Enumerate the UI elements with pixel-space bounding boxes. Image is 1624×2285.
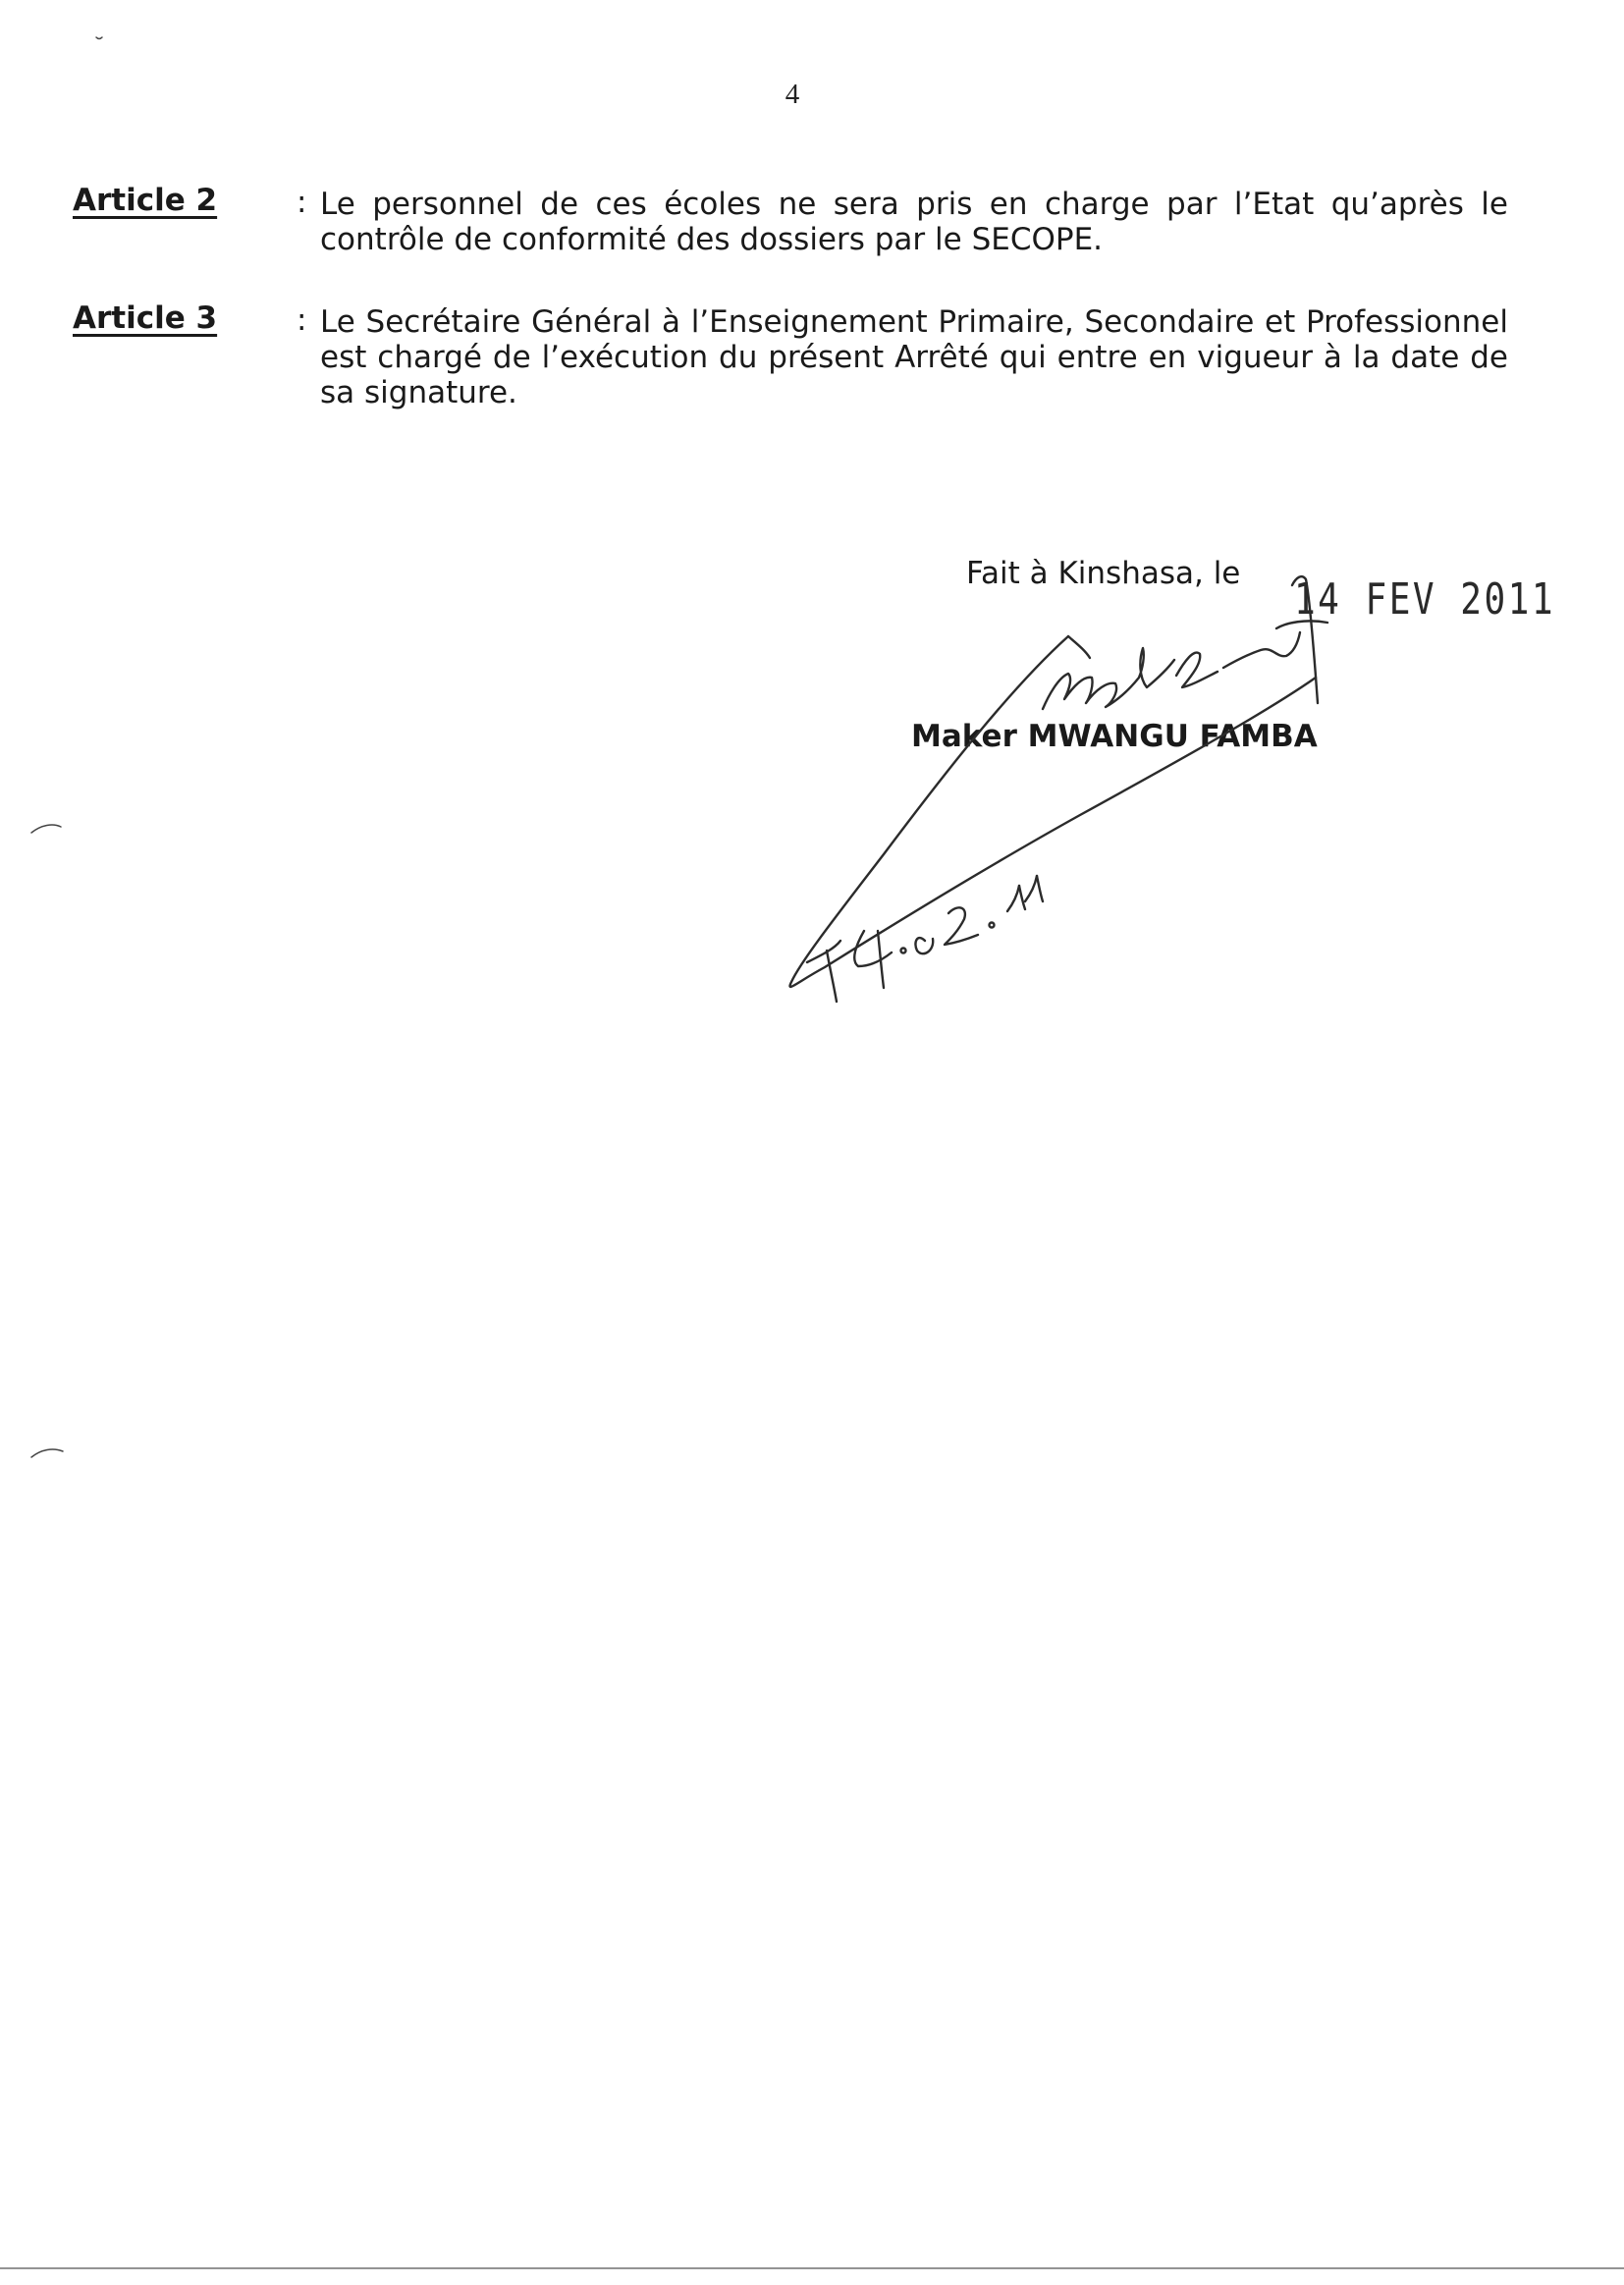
article-colon: : [297,185,307,220]
date-stamp: 14 FEV 2011 [1294,574,1556,625]
signatory-name: Maker MWANGU FAMBA [911,719,1318,754]
article-label: Article 2 [73,183,218,218]
article-label: Article 3 [73,300,218,336]
place-date: Fait à Kinshasa, le [966,556,1241,591]
article-text: Le Secrétaire Général à l’Enseignement Primaire, Secondaire et Professionnel est chargé de l’exécution du présent Arrêté qui entre en vigueur à la date de sa signature. [320,304,1508,410]
page-number: 4 [785,79,800,110]
article-colon: : [297,302,307,338]
article-text: Le personnel de ces écoles ne sera pris en charge par l’Etat qu’après le contrôle de conformité des dossiers par le SECOPE. [320,187,1508,257]
